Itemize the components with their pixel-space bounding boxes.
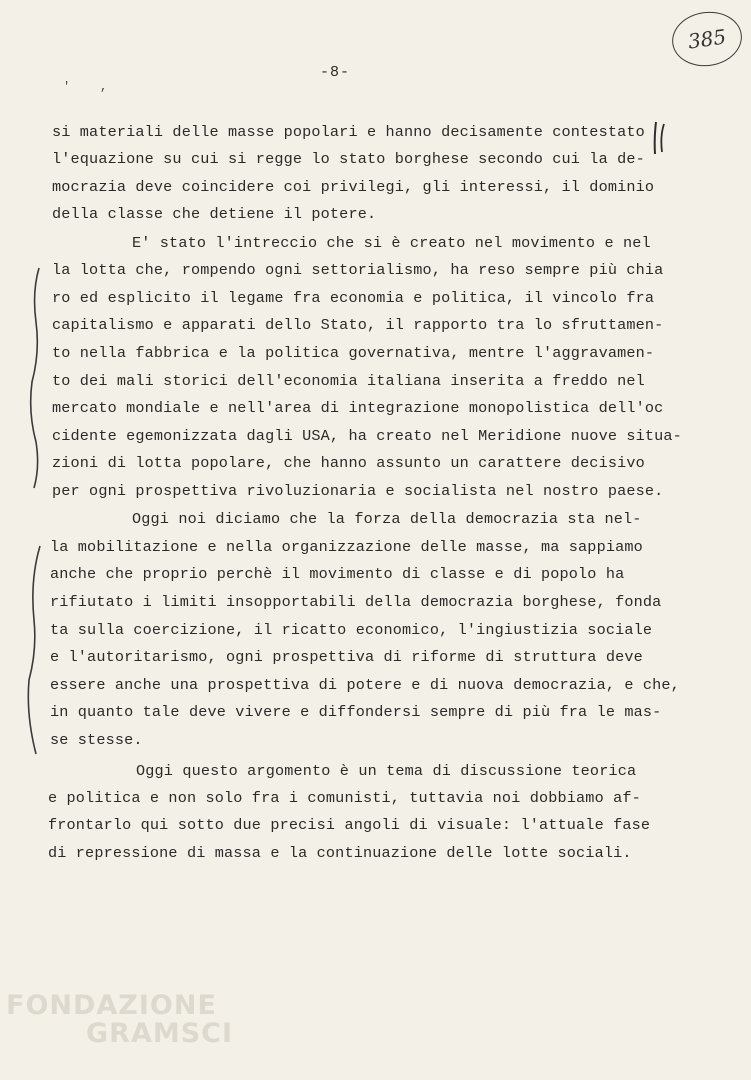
text-line: in quanto tale deve vivere e diffondersi sempre di più fra le mas-: [50, 703, 662, 721]
text-line: l'equazione su cui si regge lo stato borghese secondo cui la de-: [52, 150, 645, 168]
text-line: e l'autoritarismo, ogni prospettiva di riforme di struttura deve: [50, 648, 643, 666]
text-line: anche che proprio perchè il movimento di classe e di popolo ha: [50, 565, 625, 583]
text-line: mercato mondiale e nell'area di integrazione monopolistica dell'oc: [52, 399, 664, 417]
text-line: to nella fabbrica e la politica governativa, mentre l'aggravamen-: [52, 344, 655, 362]
text-line: mocrazia deve coincidere coi privilegi, gli interessi, il dominio: [52, 178, 655, 196]
text-line: se stesse.: [50, 731, 143, 749]
text-line: si materiali delle masse popolari e hanno decisamente contestato: [52, 123, 645, 141]
text-line: la lotta che, rompendo ogni settorialismo, ha reso sempre più chia: [52, 261, 664, 279]
page-number: -8-: [320, 64, 351, 81]
watermark-line: FONDAZIONE: [6, 990, 217, 1021]
text-line: di repressione di massa e la continuazione delle lotte sociali.: [48, 844, 632, 862]
text-line: della classe che detiene il potere.: [52, 205, 377, 223]
text-line: cidente egemonizzata dagli USA, ha creato nel Meridione nuove situa-: [52, 427, 682, 445]
text-line: frontarlo qui sotto due precisi angoli di visuale: l'attuale fase: [48, 816, 651, 834]
text-line: Oggi noi diciamo che la forza della democrazia sta nel-: [132, 510, 642, 528]
text-line: e politica e non solo fra i comunisti, tuttavia noi dobbiamo af-: [48, 789, 641, 807]
archive-number: 385: [686, 24, 728, 54]
margin-bracket-mark: [24, 540, 48, 760]
watermark-line: GRAMSCI: [86, 1018, 234, 1050]
margin-tick-mark: ,: [100, 80, 108, 94]
text-line: Oggi questo argomento è un tema di discussione teorica: [136, 762, 637, 780]
text-line: to dei mali storici dell'economia italiana inserita a freddo nel: [52, 372, 645, 390]
margin-annotation-mark: [648, 118, 672, 158]
text-line: rifiutato i limiti insopportabili della democrazia borghese, fonda: [50, 593, 662, 611]
text-line: zioni di lotta popolare, che hanno assunto un carattere decisivo: [52, 454, 645, 472]
watermark: [6, 992, 233, 1049]
text-line: ta sulla coercizione, il ricatto economico, l'ingiustizia sociale: [50, 621, 653, 639]
archive-number-stamp: [669, 7, 746, 70]
text-line: E' stato l'intreccio che si è creato nel movimento e nel: [132, 234, 651, 252]
margin-bracket-mark: [26, 262, 46, 492]
text-line: ro ed esplicito il legame fra economia e politica, il vincolo fra: [52, 289, 655, 307]
margin-tick-mark: ': [63, 80, 71, 94]
text-line: per ogni prospettiva rivoluzionaria e socialista nel nostro paese.: [52, 482, 664, 500]
text-line: la mobilitazione e nella organizzazione delle masse, ma sappiamo: [50, 538, 643, 556]
text-line: essere anche una prospettiva di potere e di nuova democrazia, e che,: [50, 676, 680, 694]
text-line: capitalismo e apparati dello Stato, il rapporto tra lo sfruttamen-: [52, 316, 664, 334]
